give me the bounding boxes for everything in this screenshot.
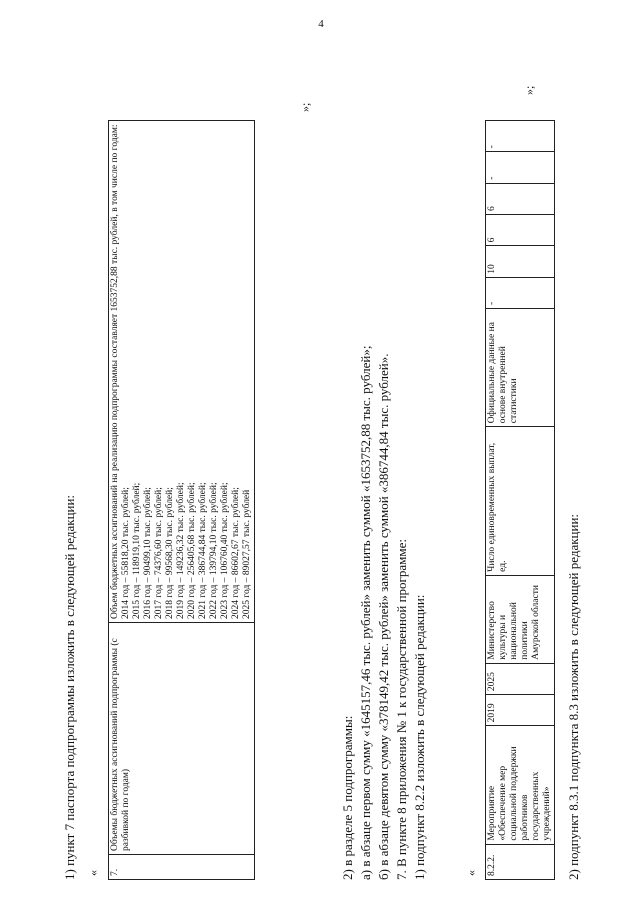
table-row <box>109 121 255 880</box>
page-number: 4 <box>318 18 324 30</box>
budget-year-line: 2019 год – 149236,32 тыс. рублей; <box>176 482 186 619</box>
close-quote-1: »; <box>298 102 312 112</box>
value-cell: - <box>486 152 555 183</box>
measure-name: Мероприятие «Обеспечение мер социальной поддержки работников государственных учреждений» <box>486 726 555 844</box>
rotated-page-content <box>40 20 600 880</box>
section1-heading: 1) пункт 7 паспорта подпрограммы изложить в следующей редакции: <box>62 494 77 880</box>
value-cell: - <box>486 277 555 308</box>
section2-last-line: 2) подпункт 8.3.1 подпункта 8.3 изложить в следующей редакции: <box>566 513 581 880</box>
value-cell: 6 <box>486 183 555 214</box>
program-table <box>485 120 555 880</box>
end-year: 2025 <box>486 663 555 694</box>
data-source: Официальные данные на основе внутренней статистики <box>486 309 555 427</box>
executor: Министерство культуры и национальной политики Амурской области <box>486 575 555 663</box>
budget-intro: Объем бюджетных ассигнований на реализацию подпрограммы составляет 1653752,88 тыс. рублей, в том числе по годам: <box>110 124 120 619</box>
budget-year-line: 2023 год – 106760,40 тыс. рублей; <box>220 482 230 619</box>
indicator: Число единовременных выплат, ед. <box>486 427 555 576</box>
section2-line-5: 1) подпункт 8.2.2 изложить в следующей редакции: <box>412 594 427 880</box>
budget-year-line: 2016 год – 90499,10 тыс. рублей; <box>143 487 153 619</box>
open-quote-1: « <box>86 870 100 876</box>
budget-cell <box>109 121 255 623</box>
table-row <box>486 121 555 880</box>
budget-year-line: 2017 год – 74376,60 тыс. рублей; <box>154 487 164 619</box>
budget-year-line: 2014 год – 55818,20 тыс. рублей; <box>121 487 131 619</box>
budget-year-line: 2018 год – 99568,30 тыс. рублей; <box>165 487 175 619</box>
budget-year-line: 2022 год – 139794,10 тыс. рублей; <box>209 482 219 619</box>
section2-line-1: 2) в разделе 5 подпрограммы: <box>340 715 355 880</box>
budget-year-line: 2024 год – 86602,67 тыс. рублей; <box>231 487 241 619</box>
value-cell: 6 <box>486 215 555 246</box>
row-number: 8.2.2. <box>486 844 555 879</box>
start-year: 2019 <box>486 695 555 726</box>
close-quote-2: »; <box>522 85 536 95</box>
budget-year-line: 2020 год – 256405,68 тыс. рублей; <box>187 482 197 619</box>
row-number: 7. <box>109 855 255 880</box>
passport-table <box>108 120 255 880</box>
budget-year-line: 2015 год – 118919,10 тыс. рублей; <box>132 482 142 619</box>
section2-line-3: б) в абзаце девятом сумму «378149,42 тыс. рублей» заменить суммой «386744,84 тыс. рублей». <box>376 353 391 880</box>
value-cell: 10 <box>486 246 555 277</box>
open-quote-2: « <box>464 870 478 876</box>
budget-year-line: 2025 год – 89027,57 тыс. рублей <box>242 489 252 619</box>
row-label: Объемы бюджетных ассигнований подпрограммы (с разбивкой по годам) <box>109 623 255 855</box>
section2-line-4: 7. В пункте 8 приложения № 1 к государственной программе: <box>394 539 409 880</box>
section2-line-2: а) в абзаце первом сумму «1645157,46 тыс. рублей» заменить суммой «1653752,88 тыс. рублей»; <box>358 345 373 880</box>
budget-year-line: 2021 год – 386744,84 тыс. рублей; <box>198 482 208 619</box>
value-cell: - <box>486 121 555 152</box>
